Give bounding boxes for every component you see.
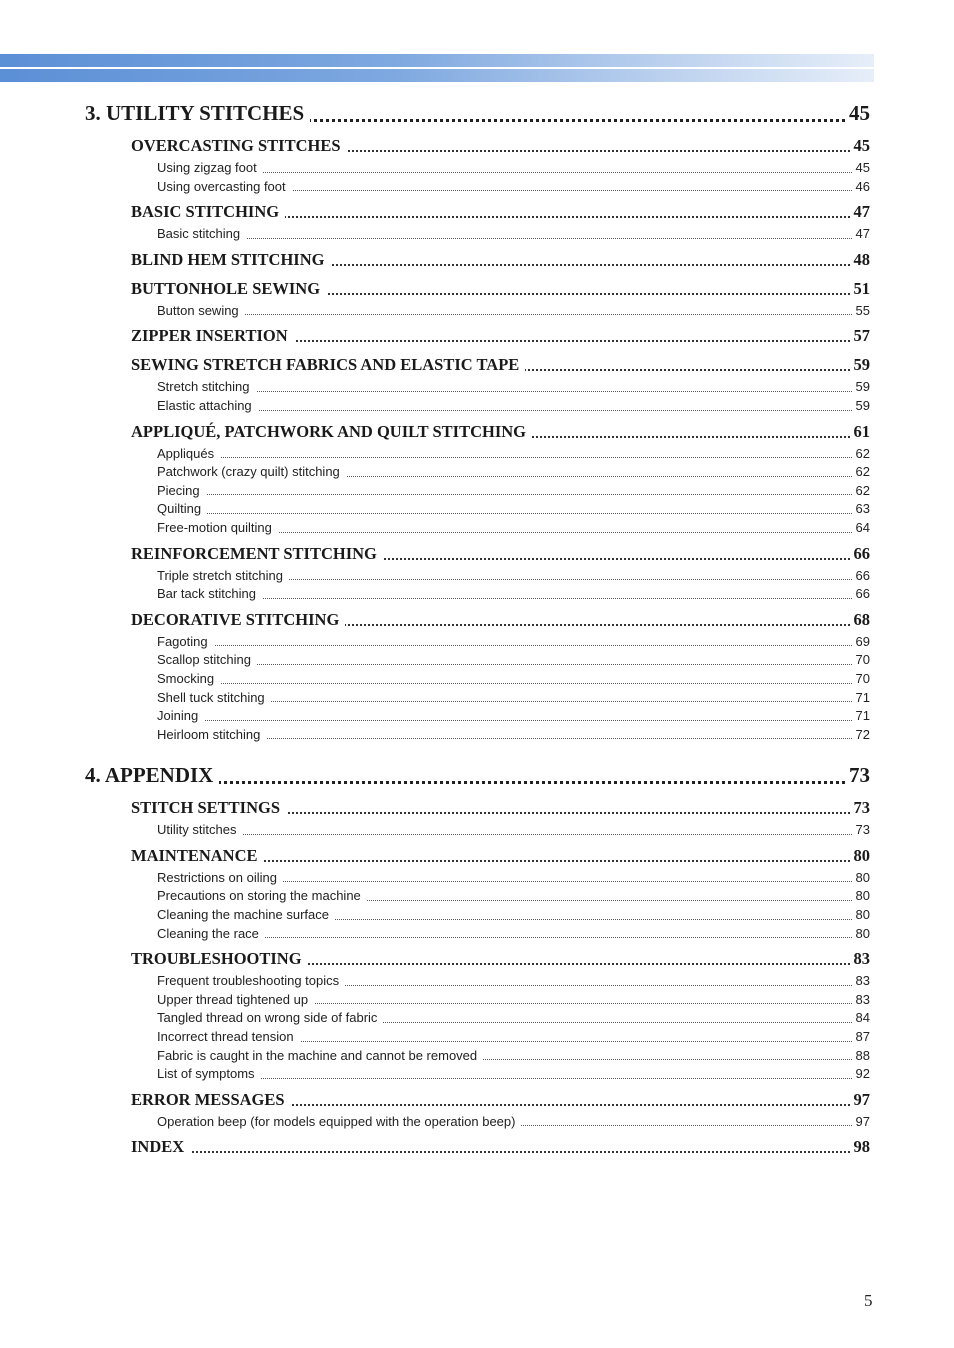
toc-entry-title: Bar tack stitching — [157, 586, 262, 601]
toc-sub-entry[interactable] — [157, 225, 870, 244]
toc-entry-page: 59 — [852, 378, 870, 397]
toc-entry-page: 87 — [852, 1028, 870, 1047]
toc-entry-page: 57 — [850, 322, 871, 349]
toc-entry-title: Free-motion quilting — [157, 520, 278, 535]
toc-entry-page: 45 — [852, 159, 870, 178]
toc-entry-title: Using zigzag foot — [157, 160, 263, 175]
toc-section-entry[interactable] — [131, 351, 870, 378]
toc-sub-entry[interactable] — [157, 869, 870, 888]
dot-leader — [157, 238, 870, 239]
dot-leader — [157, 683, 870, 684]
toc-entry-title: Appliqués — [157, 446, 220, 461]
header-color-band — [0, 54, 874, 82]
toc-entry-page: 83 — [852, 972, 870, 991]
toc-entry-page: 73 — [852, 821, 870, 840]
toc-sub-entry[interactable] — [157, 991, 870, 1010]
toc-entry-title: Quilting — [157, 501, 207, 516]
toc-entry-page: 80 — [852, 906, 870, 925]
toc-entry-title: Upper thread tightened up — [157, 992, 314, 1007]
toc-entry-page: 69 — [852, 633, 870, 652]
toc-section-entry[interactable] — [131, 275, 870, 302]
toc-entry-title: DECORATIVE STITCHING — [131, 610, 345, 629]
toc-entry-title: BUTTONHOLE SEWING — [131, 279, 326, 298]
toc-entry-title: SEWING STRETCH FABRICS AND ELASTIC TAPE — [131, 355, 525, 374]
toc-entry-page: 45 — [850, 132, 871, 159]
toc-entry-title: STITCH SETTINGS — [131, 798, 286, 817]
toc-entry-title: Basic stitching — [157, 226, 246, 241]
toc-entry-title: Precautions on storing the machine — [157, 888, 367, 903]
dot-leader — [157, 645, 870, 646]
toc-entry-title: Scallop stitching — [157, 652, 257, 667]
toc-sub-entry[interactable] — [157, 887, 870, 906]
toc-section-entry[interactable] — [131, 322, 870, 349]
toc-entry-title: 3. UTILITY STITCHES — [85, 101, 310, 125]
toc-entry-title: MAINTENANCE — [131, 846, 264, 865]
toc-entry-page: 62 — [852, 482, 870, 501]
table-of-contents — [0, 96, 954, 1160]
toc-entry-page: 59 — [850, 351, 871, 378]
toc-sub-entry[interactable] — [157, 1065, 870, 1084]
toc-entry-page: 73 — [850, 794, 871, 821]
toc-section-entry[interactable] — [131, 198, 870, 225]
toc-entry-page: 46 — [852, 178, 870, 197]
header-stripe-bottom — [0, 69, 874, 82]
toc-section-entry[interactable] — [131, 246, 870, 273]
toc-entry-title: BLIND HEM STITCHING — [131, 250, 330, 269]
toc-entry-page: 61 — [850, 418, 871, 445]
toc-entry-page: 55 — [852, 302, 870, 321]
toc-sub-entry[interactable] — [157, 1113, 870, 1132]
toc-section-entry[interactable] — [131, 1133, 870, 1160]
toc-entry-title: BASIC STITCHING — [131, 202, 285, 221]
toc-entry-title: Cleaning the machine surface — [157, 907, 335, 922]
toc-entry-page: 63 — [852, 500, 870, 519]
toc-entry-title: Cleaning the race — [157, 926, 265, 941]
toc-entry-page: 83 — [850, 945, 871, 972]
toc-sub-entry[interactable] — [157, 906, 870, 925]
dot-leader — [157, 494, 870, 495]
toc-sub-entry[interactable] — [157, 302, 870, 321]
dot-leader — [157, 664, 870, 665]
toc-entry-title: ZIPPER INSERTION — [131, 326, 294, 345]
toc-entry-title: Heirloom stitching — [157, 727, 266, 742]
toc-entry-page: 45 — [845, 96, 870, 130]
toc-section-entry[interactable] — [131, 794, 870, 821]
toc-section-entry[interactable] — [131, 842, 870, 869]
toc-entry-page: 51 — [850, 275, 871, 302]
toc-entry-title: Smocking — [157, 671, 220, 686]
toc-entry-page: 66 — [852, 585, 870, 604]
toc-entry-title: Using overcasting foot — [157, 179, 292, 194]
toc-sub-entry[interactable] — [157, 821, 870, 840]
toc-sub-entry[interactable] — [157, 178, 870, 197]
toc-entry-page: 66 — [852, 567, 870, 586]
dot-leader — [157, 314, 870, 315]
dot-leader — [157, 391, 870, 392]
toc-entry-title: Patchwork (crazy quilt) stitching — [157, 464, 346, 479]
toc-entry-page: 80 — [852, 925, 870, 944]
toc-sub-entry[interactable] — [157, 519, 870, 538]
toc-entry-title: Triple stretch stitching — [157, 568, 289, 583]
toc-entry-page: 80 — [850, 842, 871, 869]
toc-section-entry[interactable] — [131, 132, 870, 159]
toc-sub-entry[interactable] — [157, 707, 870, 726]
toc-entry-title: Piecing — [157, 483, 206, 498]
toc-entry-title: Operation beep (for models equipped with the operation beep) — [157, 1114, 521, 1129]
toc-sub-entry[interactable] — [157, 463, 870, 482]
toc-entry-title: Frequent troubleshooting topics — [157, 973, 345, 988]
toc-entry-title: List of symptoms — [157, 1066, 261, 1081]
toc-entry-page: 70 — [852, 670, 870, 689]
toc-entry-title: Fabric is caught in the machine and cannot be removed — [157, 1048, 483, 1063]
toc-entry-page: 71 — [852, 689, 870, 708]
toc-section-entry[interactable] — [131, 1086, 870, 1113]
toc-entry-title: Fagoting — [157, 634, 214, 649]
toc-entry-page: 68 — [850, 606, 871, 633]
toc-section-entry[interactable] — [131, 606, 870, 633]
toc-entry-page: 64 — [852, 519, 870, 538]
toc-entry-page: 80 — [852, 869, 870, 888]
toc-entry-page: 66 — [850, 540, 871, 567]
toc-entry-page: 47 — [852, 225, 870, 244]
toc-entry-page: 72 — [852, 726, 870, 745]
dot-leader — [131, 1151, 870, 1153]
toc-entry-page: 97 — [850, 1086, 871, 1113]
toc-section-entry[interactable] — [131, 540, 870, 567]
toc-entry-title: ERROR MESSAGES — [131, 1090, 291, 1109]
toc-entry-title: Elastic attaching — [157, 398, 258, 413]
toc-section-entry[interactable] — [131, 418, 870, 445]
toc-sub-entry[interactable] — [157, 445, 870, 464]
toc-sub-entry[interactable] — [157, 1009, 870, 1028]
toc-entry-title: REINFORCEMENT STITCHING — [131, 544, 383, 563]
toc-entry-page: 71 — [852, 707, 870, 726]
dot-leader — [157, 457, 870, 458]
dot-leader — [157, 1078, 870, 1079]
toc-sub-entry[interactable] — [157, 585, 870, 604]
toc-entry-title: Utility stitches — [157, 822, 242, 837]
toc-sub-entry[interactable] — [157, 670, 870, 689]
toc-entry-title: Stretch stitching — [157, 379, 256, 394]
toc-entry-page: 97 — [852, 1113, 870, 1132]
toc-entry-page: 84 — [852, 1009, 870, 1028]
toc-sub-entry[interactable] — [157, 397, 870, 416]
toc-sub-entry[interactable] — [157, 159, 870, 178]
toc-entry-title: Shell tuck stitching — [157, 690, 271, 705]
toc-entry-title: Tangled thread on wrong side of fabric — [157, 1010, 383, 1025]
dot-leader — [157, 834, 870, 835]
header-stripe-top — [0, 54, 874, 67]
toc-sub-entry[interactable] — [157, 689, 870, 708]
toc-entry-page: 98 — [850, 1133, 871, 1160]
toc-chapter-entry[interactable] — [85, 96, 870, 130]
dot-leader — [157, 410, 870, 411]
toc-entry-page: 88 — [852, 1047, 870, 1066]
toc-section-entry[interactable] — [131, 945, 870, 972]
toc-sub-entry[interactable] — [157, 972, 870, 991]
toc-entry-title: OVERCASTING STITCHES — [131, 136, 347, 155]
toc-entry-title: 4. APPENDIX — [85, 763, 219, 787]
toc-entry-page: 70 — [852, 651, 870, 670]
toc-sub-entry[interactable] — [157, 1047, 870, 1066]
toc-entry-title: Joining — [157, 708, 204, 723]
toc-sub-entry[interactable] — [157, 567, 870, 586]
toc-entry-title: APPLIQUÉ, PATCHWORK AND QUILT STITCHING — [131, 422, 532, 441]
page-number: 5 — [864, 1291, 873, 1310]
toc-entry-page: 73 — [845, 758, 870, 792]
toc-sub-entry[interactable] — [157, 1028, 870, 1047]
toc-entry-page: 62 — [852, 463, 870, 482]
toc-entry-title: INDEX — [131, 1137, 190, 1156]
toc-sub-entry[interactable] — [157, 925, 870, 944]
toc-entry-page: 59 — [852, 397, 870, 416]
toc-sub-entry[interactable] — [157, 482, 870, 501]
toc-entry-page: 47 — [850, 198, 871, 225]
dot-leader — [157, 720, 870, 721]
toc-chapter-entry[interactable] — [85, 758, 870, 792]
toc-entry-page: 92 — [852, 1065, 870, 1084]
dot-leader — [157, 172, 870, 173]
toc-entry-page: 83 — [852, 991, 870, 1010]
toc-entry-title: Button sewing — [157, 303, 245, 318]
dot-leader — [157, 513, 870, 514]
toc-sub-entry[interactable] — [157, 500, 870, 519]
toc-sub-entry[interactable] — [157, 651, 870, 670]
toc-sub-entry[interactable] — [157, 378, 870, 397]
toc-sub-entry[interactable] — [157, 726, 870, 745]
toc-sub-entry[interactable] — [157, 633, 870, 652]
toc-entry-title: Incorrect thread tension — [157, 1029, 300, 1044]
dot-leader — [157, 598, 870, 599]
toc-entry-title: TROUBLESHOOTING — [131, 949, 308, 968]
toc-entry-page: 62 — [852, 445, 870, 464]
toc-entry-title: Restrictions on oiling — [157, 870, 283, 885]
toc-entry-page: 80 — [852, 887, 870, 906]
toc-entry-page: 48 — [850, 246, 871, 273]
